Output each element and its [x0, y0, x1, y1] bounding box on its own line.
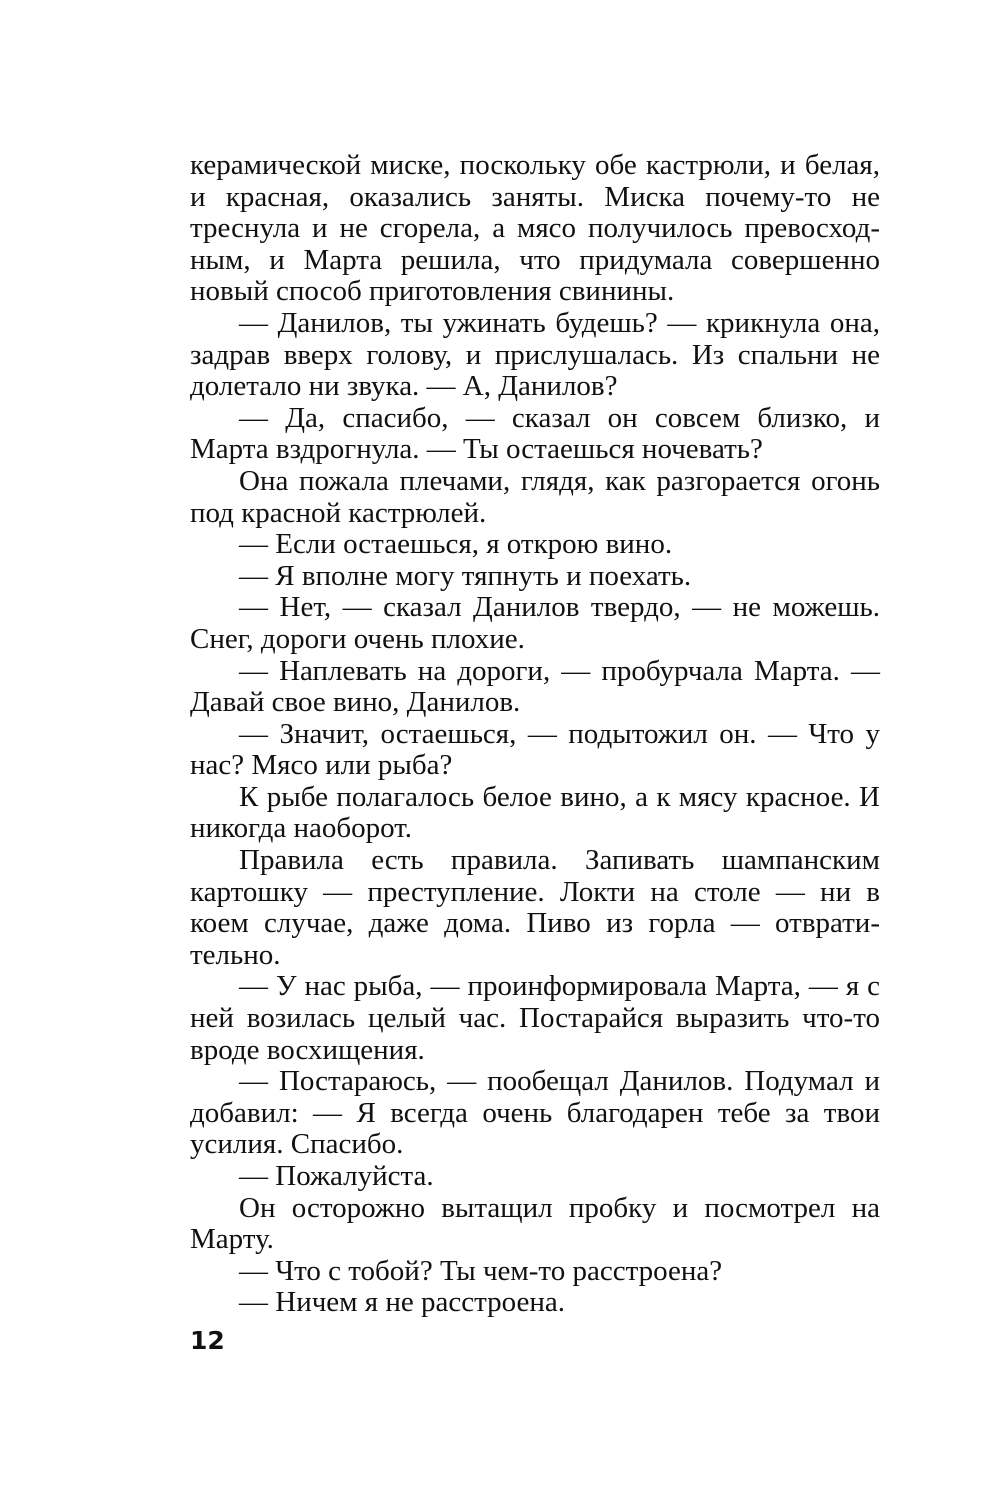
paragraph: — Ничем я не расстроена.	[239, 1286, 566, 1319]
paragraph: — Пожалуйста.	[239, 1160, 434, 1192]
paragraph: — Нет, — сказал Данилов твердо, — не можешь. Снег, дороги очень плохие.	[190, 591, 880, 655]
paragraph: — Наплевать на дороги, — пробурчала Марта. — Давай свое вино, Данилов.	[190, 654, 880, 719]
paragraph: Правила есть правила. Запивать шампанским картошку — преступление. Локти на столе — ни в коем случае, даже дома. Пиво из горла — отвратительно.	[190, 844, 880, 971]
paragraph: К рыбе полагалось белое вино, а к мясу красное. И никогда наоборот.	[190, 780, 880, 845]
body-text	[190, 150, 880, 1319]
paragraph: — Я вполне могу тяпнуть и поехать.	[239, 559, 692, 592]
page-number: 12	[190, 1326, 225, 1355]
paragraph: — Постараюсь, — пообещал Данилов. Подумал и добавил: — Я всегда очень благодарен тебе за твои усилия. Спасибо.	[190, 1065, 880, 1161]
paragraph: — У нас рыба, — проинформировала Марта, — я с ней возилась целый час. Постарайся выразить что-то вроде восхищения.	[190, 970, 880, 1066]
paragraph: — Значит, остаешься, — подытожил он. — Что у нас? Мясо или рыба?	[190, 717, 880, 782]
paragraph: — Что с тобой? Ты чем-то расстроена?	[239, 1254, 723, 1287]
paragraph: — Данилов, ты ужинать будешь? — крикнула она, задрав вверх голову, и прислушалась. Из спальни не долетало ни звука. — А, Данилов?	[190, 306, 880, 403]
paragraph: Она пожала плечами, глядя, как разгорается огонь под красной кастрюлей.	[190, 464, 880, 529]
paragraph: — Если остаешься, я открою вино.	[239, 528, 673, 561]
paragraph: керамической миске, поскольку обе кастрюли, и белая, и красная, оказались заняты. Миска почему-то не треснула и не сгорела, а мясо получилось превосходным, и Марта решила, что придумала совершенно новый способ приготовления свинины.	[190, 149, 880, 308]
paragraph: — Да, спасибо, — сказал он совсем близко, и Марта вздрогнула. — Ты остаешься ночевать?	[190, 401, 880, 466]
paragraph: Он осторожно вытащил пробку и посмотрел на Марту.	[190, 1191, 880, 1256]
